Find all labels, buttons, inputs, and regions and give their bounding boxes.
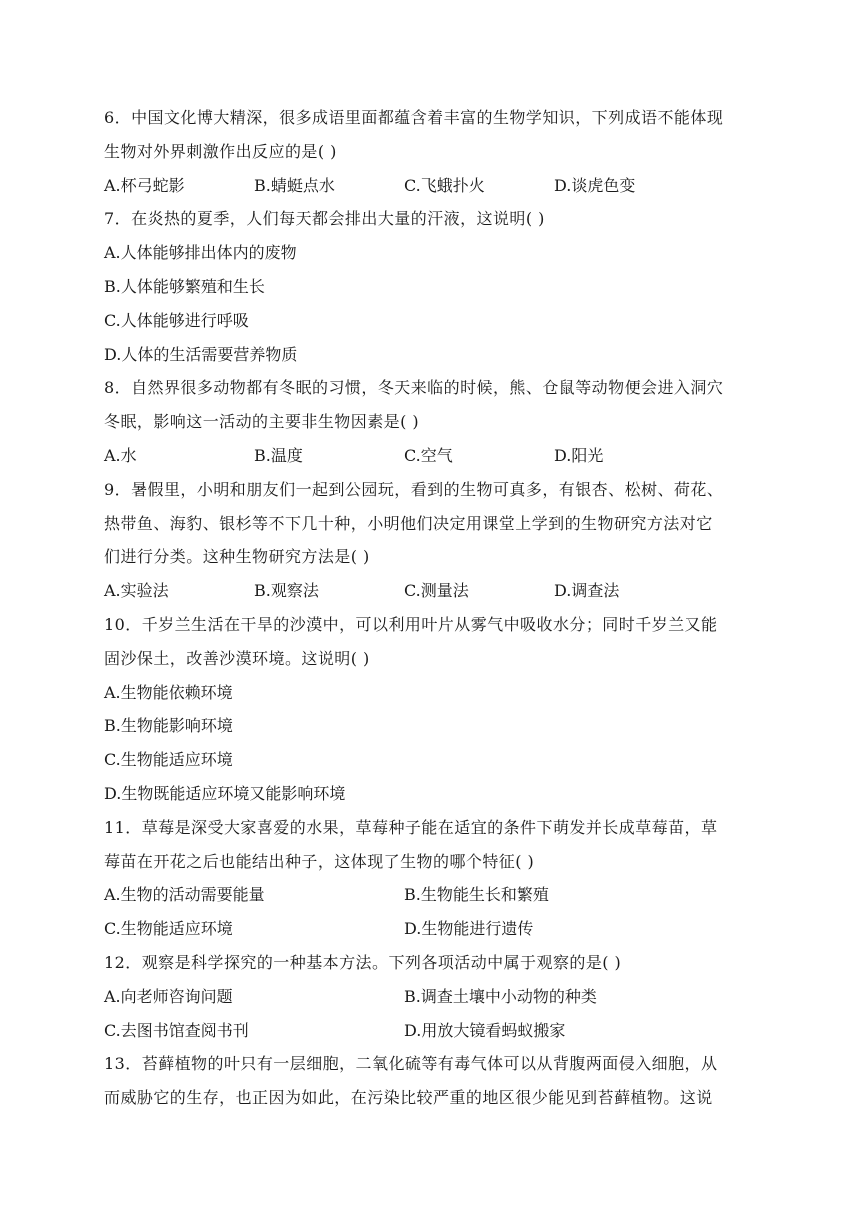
options-row [104,169,756,203]
options-row [104,1014,756,1048]
question-12 [104,946,756,1047]
question-13 [104,1047,756,1115]
options-row [104,574,756,608]
option-c[interactable]: C.空气 [404,445,453,465]
option-d[interactable]: D.调查法 [554,581,620,601]
option-c[interactable]: C.去图书馆查阅书刊 [104,1020,249,1040]
option-a[interactable]: A.生物的活动需要能量 [104,885,265,905]
option-a[interactable]: A.水 [104,445,137,465]
option-b[interactable]: B.调查土壤中小动物的种类 [404,986,597,1006]
option-d[interactable]: D.用放大镜看蚂蚁搬家 [404,1020,566,1040]
options-row [104,912,756,946]
option-d[interactable]: D.生物既能适应环境又能影响环境 [104,783,346,803]
question-6 [104,101,756,202]
option-b[interactable]: B.人体能够繁殖和生长 [104,276,265,296]
option-b[interactable]: B.蜻蜓点水 [254,175,335,195]
question-11 [104,811,756,946]
question-stem-line: 生物对外界刺激作出反应的是( ) [104,141,337,161]
question-stem-line: 8．自然界很多动物都有冬眠的习惯，冬天来临的时候，熊、仓鼠等动物便会进入洞穴 [104,378,724,398]
option-d[interactable]: D.阳光 [554,445,604,465]
option-c[interactable]: C.飞蛾扑火 [404,175,485,195]
option-a[interactable]: A.生物能依赖环境 [104,682,233,702]
question-stem-line: 们进行分类。这种生物研究方法是( ) [104,547,370,567]
option-b[interactable]: B.温度 [254,445,303,465]
options-row [104,878,756,912]
question-stem-line: 冬眠，影响这一活动的主要非生物因素是( ) [104,412,420,432]
option-a[interactable]: A.向老师咨询问题 [104,986,233,1006]
question-stem-line: 12．观察是科学探究的一种基本方法。下列各项活动中属于观察的是( ) [104,952,622,972]
option-c[interactable]: C.生物能适应环境 [104,750,233,770]
option-b[interactable]: B.生物能生长和繁殖 [404,885,549,905]
question-stem-line: 而威胁它的生存，也正因为如此，在污染比较严重的地区很少能见到苔藓植物。这说 [104,1088,713,1108]
option-b[interactable]: B.观察法 [254,581,319,601]
exam-page [104,101,756,1115]
option-c[interactable]: C.测量法 [404,581,469,601]
question-stem-line: 固沙保土，改善沙漠环境。这说明( ) [104,648,370,668]
question-stem-line: 莓苗在开花之后也能结出种子，这体现了生物的哪个特征( ) [104,851,535,871]
question-stem-line: 11．草莓是深受大家喜爱的水果，草莓种子能在适宜的条件下萌发并长成草莓苗，草 [104,817,718,837]
option-a[interactable]: A.人体能够排出体内的废物 [104,243,297,263]
option-c[interactable]: C.人体能够进行呼吸 [104,310,249,330]
options-row [104,980,756,1014]
question-stem-line: 7．在炎热的夏季，人们每天都会排出大量的汗液，这说明( ) [104,209,545,229]
option-a[interactable]: A.杯弓蛇影 [104,175,185,195]
question-stem-line: 6．中国文化博大精深，很多成语里面都蕴含着丰富的生物学知识，下列成语不能体现 [104,108,724,127]
question-stem-line: 13．苔藓植物的叶只有一层细胞，二氧化硫等有毒气体可以从背腹两面侵入细胞，从 [104,1054,718,1074]
option-d[interactable]: D.谈虎色变 [554,175,636,195]
question-8 [104,371,756,472]
question-stem-line: 10．千岁兰生活在干旱的沙漠中，可以利用叶片从雾气中吸收水分；同时千岁兰又能 [104,614,718,634]
option-a[interactable]: A.实验法 [104,581,169,601]
option-b[interactable]: B.生物能影响环境 [104,716,233,736]
options-row [104,439,756,473]
question-stem-line: 热带鱼、海豹、银杉等不下几十种，小明他们决定用课堂上学到的生物研究方法对它 [104,513,713,533]
question-stem-line: 9．暑假里，小明和朋友们一起到公园玩，看到的生物可真多，有银杏、松树、荷花、 [104,479,724,499]
option-d[interactable]: D.生物能进行遗传 [404,919,534,939]
question-7 [104,202,756,371]
question-9 [104,473,756,608]
option-c[interactable]: C.生物能适应环境 [104,919,233,939]
question-10 [104,608,756,811]
option-d[interactable]: D.人体的生活需要营养物质 [104,344,298,364]
